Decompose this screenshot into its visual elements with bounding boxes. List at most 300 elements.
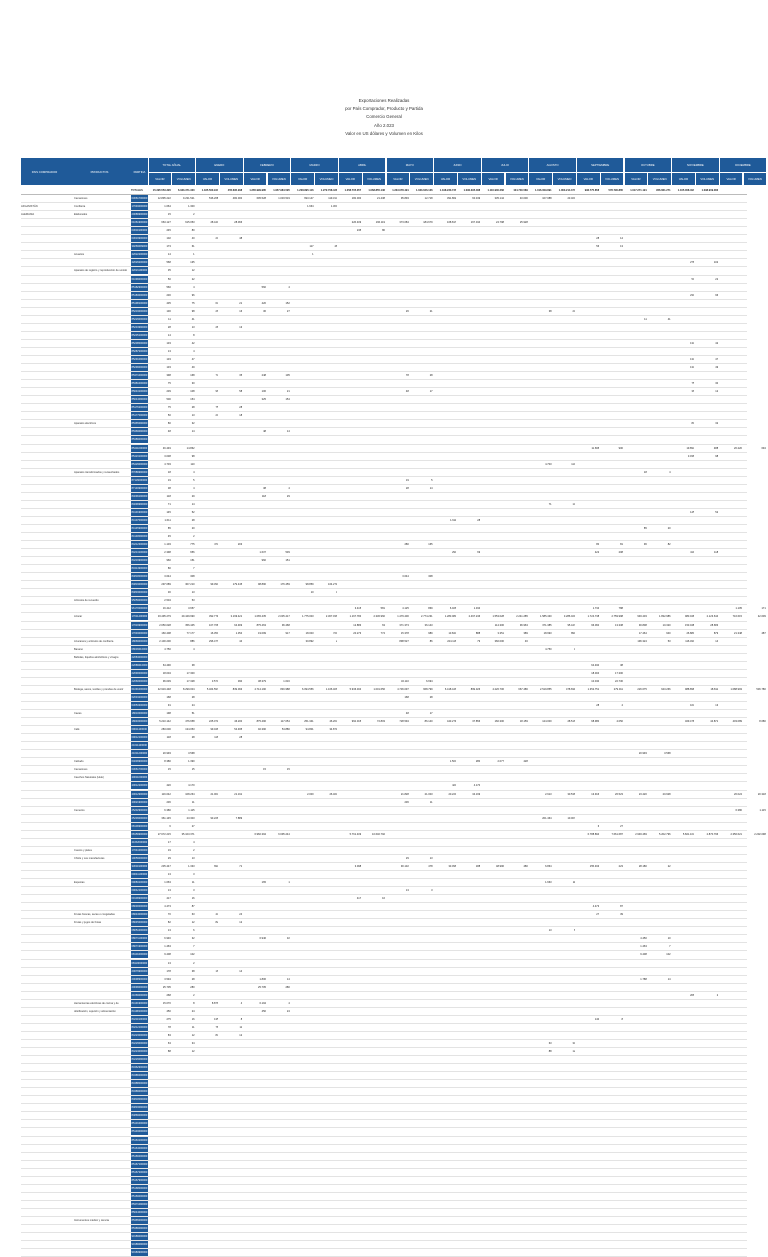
cell-value: 77.177 (186, 631, 195, 635)
table-row (21, 1104, 747, 1112)
cell-value: 95.893 (400, 197, 409, 201)
cell-value: 119.313 (328, 197, 338, 201)
cell-value: 50 (167, 277, 171, 281)
cell-value: 107.088 (542, 197, 552, 201)
cell-value: 80 (191, 229, 195, 233)
report-titles (0, 97, 768, 138)
cell-value: 93.228 (210, 816, 219, 820)
cell-value: 1.663 (545, 881, 552, 885)
cell-value: 28 (405, 486, 409, 490)
cell-value: 899.326 (470, 687, 481, 691)
cell-value: 6.694 (426, 679, 433, 683)
partida-code: 17011400000 (131, 615, 148, 619)
cell-value: 50 (167, 414, 171, 418)
cell-value: 35 (239, 374, 243, 378)
partida-code: 85381000000 (131, 382, 148, 386)
cell-value: 4.473 (592, 905, 600, 909)
table-row (21, 453, 747, 461)
partida-code: 33011900000 (131, 864, 148, 868)
cell-value: 154 (285, 398, 290, 402)
cell-value: 360.000 (494, 639, 504, 643)
cell-value: 1.463 (164, 945, 171, 949)
total-value: 1.016.009.891 (535, 189, 552, 192)
cell-value: 3.657 (188, 607, 195, 611)
header-valor: VALOR (625, 173, 648, 185)
partida-code: 85043100000 (131, 390, 148, 394)
cell-value: 91 (167, 704, 171, 707)
cell-value: 56 (596, 245, 600, 249)
cell-value: 124.000 (542, 720, 552, 724)
cell-value: 19 (405, 478, 409, 482)
cell-value: 392.774 (209, 615, 219, 619)
partida-code: 68159900000 (131, 832, 148, 836)
cell-value: 18 (167, 470, 171, 474)
table-row (21, 1137, 747, 1145)
partida-code: 09042100000 (131, 889, 148, 893)
cell-value: 10 (667, 937, 671, 941)
cell-value: 728.594 (399, 720, 409, 724)
total-value: 455.695.298 (227, 189, 243, 192)
cell-value: 163 (690, 704, 695, 707)
cell-value: 75 (215, 406, 219, 410)
table-row (21, 316, 747, 324)
cell-value: 2.123.644 (706, 615, 719, 619)
cell-value: 361.145 (161, 816, 171, 820)
cell-value: 6.094.556 (302, 687, 314, 691)
partida-code: 85149000000 (131, 1130, 148, 1134)
cell-value: 34 (191, 1041, 195, 1045)
cell-value: 886 (190, 639, 195, 643)
cell-value: 14 (239, 969, 243, 973)
product-label: Camarones (74, 197, 88, 201)
table-row (21, 1064, 747, 1072)
cell-value: 173 (166, 245, 171, 249)
cell-value: 24.798 (496, 221, 504, 225)
cell-value: 14 (191, 430, 195, 434)
partida-code: 17019900000 (131, 623, 148, 627)
cell-value: 27 (191, 824, 195, 828)
cell-value: 12 (191, 1033, 195, 1037)
table-row (21, 984, 747, 992)
table-row (21, 565, 747, 573)
cell-value: 1.463 (640, 945, 647, 949)
cell-value: 4 (335, 591, 338, 595)
partida-code: 90183900000 (131, 1251, 148, 1255)
table-row (21, 1177, 747, 1185)
cell-value: 20.928 (662, 792, 671, 796)
cell-value: 88 (167, 1050, 171, 1054)
cell-value: 10.040 (591, 679, 600, 683)
cell-value: 30.892 (305, 639, 314, 643)
header-valor: VALOR (482, 173, 505, 185)
cell-value: 14 (667, 977, 671, 981)
cell-value: 13 (191, 325, 195, 329)
cell-value: 15 (191, 768, 195, 772)
cell-value: 82 (167, 921, 171, 925)
cell-value: 14 (286, 430, 290, 434)
cell-value: 1.832.986 (659, 615, 671, 619)
table-row (21, 259, 747, 267)
cell-value: 25.705 (162, 985, 171, 989)
cell-value: 3.286.029 (563, 615, 576, 619)
table-row (21, 308, 747, 316)
header-valor: VALOR (149, 173, 172, 185)
table-row (21, 1048, 747, 1056)
cell-value: 96.039 (162, 679, 171, 683)
cell-value: 8.380 (164, 760, 171, 764)
header-month: FEBRERO (244, 158, 291, 172)
header-volumen: VOLUMEN (458, 173, 481, 185)
cell-value: 46.449 (162, 446, 171, 450)
partida-code: 17049000000 (131, 631, 148, 635)
partida-code: 08039010000 (131, 647, 148, 651)
cell-value: 18.993 (543, 631, 552, 635)
cell-value: 28.066 (234, 221, 243, 225)
partida-code: 84198100000 (131, 1009, 148, 1013)
cell-value: 22.730 (615, 679, 623, 683)
partida-code: 84212300000 (131, 543, 148, 547)
cell-value: 4 (193, 470, 195, 474)
cell-value: 134.053 (185, 728, 195, 732)
cell-value: 176.459 (280, 583, 290, 587)
cell-value: 663.127 (161, 221, 171, 225)
cell-value: 560 (166, 285, 171, 289)
cell-value: 165 (428, 543, 433, 547)
cell-value: 27 (286, 309, 290, 313)
partida-code: 17041000000 (131, 848, 148, 852)
total-value: 6.333.371.320 (178, 189, 195, 192)
partida-code: 22090000000 (131, 671, 148, 675)
cell-value: 17 (167, 840, 171, 844)
partida-code: 84819000000 (131, 583, 148, 587)
cell-value: 15 (167, 213, 171, 217)
cell-value: 22 (715, 277, 719, 281)
partida-code: 84818090000 (131, 1098, 148, 1102)
cell-value: 17.300 (615, 671, 623, 675)
cell-value: 1.088.993 (730, 687, 742, 691)
cell-value: 96 (643, 543, 647, 547)
table-row (21, 549, 747, 557)
cell-value: 28 (191, 406, 195, 410)
cell-value: 29 (167, 856, 171, 860)
cell-value: 102 (166, 237, 171, 241)
cell-value: 28 (191, 736, 195, 740)
header-pais: PAIS COMPRADOR (21, 158, 68, 185)
table-row (21, 1153, 747, 1161)
partida-code: 90189000000 (131, 1235, 148, 1239)
partida-code: 64039900000 (131, 760, 148, 764)
header-month: AGOSTO (529, 158, 576, 172)
cell-value: 280 (285, 985, 290, 989)
partida-code: 21011200000 (131, 752, 148, 756)
cell-value: 20.993 (162, 752, 171, 756)
cell-value: 12.718 (424, 197, 433, 201)
cell-value: 536.268 (209, 197, 219, 201)
cell-value: 248 (261, 374, 266, 378)
cell-value: 2.913 (545, 792, 552, 796)
partida-code: 84869000000 (131, 1114, 148, 1118)
cell-value: 4 (288, 486, 290, 490)
partida-code: 40021900000 (131, 800, 148, 804)
partida-code: 85235100000 (131, 333, 148, 337)
cell-value: 11 (191, 881, 195, 885)
cell-value: 20.318 (757, 792, 766, 796)
cell-value: 335.144 (494, 197, 504, 201)
partida-code: 84211900000 (131, 1017, 148, 1021)
cell-value: 54.880 (281, 728, 290, 732)
table-row (21, 750, 747, 758)
cell-value: 167.044 (470, 221, 481, 225)
cell-value: 26 (215, 309, 219, 313)
table-row (21, 1112, 747, 1120)
cell-value: 4.473 (164, 905, 171, 909)
cell-value: 117.054 (280, 720, 290, 724)
cell-value: 615.053 (185, 221, 195, 225)
cell-value: 28.440 (210, 221, 219, 225)
table-row (21, 1233, 747, 1241)
cell-value: 4 (621, 704, 623, 707)
cell-value: 33.098 (448, 864, 457, 868)
partida-code: 84833000000 (131, 591, 148, 595)
cell-value: 152 (285, 301, 290, 305)
cell-value: 47 (191, 357, 195, 361)
partida-code: 85044090000 (131, 398, 148, 402)
cell-value: 19.099 (258, 631, 266, 635)
cell-value: 17 (429, 712, 433, 716)
cell-value: 80 (167, 422, 171, 426)
total-value: 1.116.930.266 (487, 189, 504, 192)
cell-value: 41 (667, 317, 671, 321)
cell-value: 48 (167, 430, 171, 434)
total-value: 104.730.589 (513, 189, 528, 192)
cell-value: 4.703 (164, 462, 171, 466)
header-month: ABRIL (339, 158, 386, 172)
table-row (21, 951, 747, 959)
cell-value: 1.611 (164, 518, 171, 522)
cell-value: 2.336.960 (373, 615, 385, 619)
cell-value: 201.464 (542, 816, 552, 820)
table-row (21, 428, 747, 436)
report-title-3: Comercio General (366, 114, 402, 120)
cell-value: 788 (618, 607, 623, 611)
cell-value: 23.400 (567, 197, 576, 201)
total-value: 1.098.909.083 (701, 189, 719, 192)
table-row (21, 1056, 747, 1064)
partida-code: 09109900000 (131, 897, 148, 901)
table-row (21, 469, 747, 477)
cell-value: 251.341 (304, 720, 314, 724)
cell-value: 4.714.190 (254, 687, 266, 691)
cell-value: 166.119 (375, 221, 385, 225)
table-row (21, 855, 747, 863)
cell-value: 1.637 (259, 551, 266, 555)
cell-value: 391.862 (447, 197, 457, 201)
cell-value: 720 (333, 631, 338, 635)
total-value: 578.790.865 (608, 189, 623, 192)
cell-value: 145 (166, 510, 171, 514)
cell-value: 1.333 (188, 864, 195, 868)
partida-code: 84818000000 (131, 575, 148, 579)
cell-value: 3 (193, 889, 195, 893)
table-row (21, 968, 747, 976)
partida-code: 96170000000 (131, 607, 148, 611)
table-row (21, 1016, 747, 1024)
table-row (21, 436, 747, 444)
cell-value: 7 (669, 945, 671, 949)
cell-value: 179.445 (232, 583, 243, 587)
cell-value: 13.338 (615, 623, 623, 627)
cell-value: 390 (237, 679, 243, 683)
cell-value: 60.349 (472, 197, 481, 201)
cell-value: 4 (193, 285, 195, 289)
table-row (21, 960, 747, 968)
cell-value: 3.644 (402, 575, 409, 579)
table-row (21, 654, 747, 662)
partida-code: 85131000000 (131, 1122, 148, 1126)
cell-value: 188 (475, 864, 481, 868)
cell-value: 87 (191, 905, 195, 909)
partida-code: 87116000000 (131, 478, 148, 482)
cell-value: 2.519.855 (540, 687, 552, 691)
header-valor: VALOR (196, 173, 219, 185)
table-row (21, 791, 766, 799)
cell-value: 63 (191, 913, 195, 917)
cell-value: 4 (193, 840, 195, 844)
table-row (21, 710, 747, 718)
cell-value: 5.936.304 (349, 687, 362, 691)
cell-value: 64.490 (162, 663, 171, 667)
cell-value: 29 (191, 494, 195, 498)
table-row (21, 943, 747, 951)
cell-value: 17.464 (638, 631, 647, 635)
total-value: 1.258.705.057 (344, 189, 362, 192)
cell-value: 13 (167, 929, 171, 933)
cell-value: 15 (167, 768, 171, 772)
cell-value: 18.004 (162, 671, 171, 675)
table-row (21, 807, 766, 815)
cell-value: 78 (215, 1025, 219, 1029)
table-row (21, 1249, 747, 1257)
cell-value: 72.803 (377, 720, 385, 724)
cell-value: 693.147 (304, 197, 314, 201)
cell-value: 1.664 (164, 205, 171, 209)
cell-value: 17.300 (186, 671, 195, 675)
cell-value: 80 (596, 543, 600, 547)
header-valor: VALOR (434, 173, 457, 185)
partida-code: 85183000000 (131, 293, 148, 297)
cell-value: 11 (239, 1025, 243, 1029)
partida-code: 84145900000 (131, 526, 148, 530)
cell-value: 12.883 (353, 623, 362, 627)
cell-value: 3.199.421 (230, 615, 243, 619)
report-title-5: Valor en US dólares y Volumen en Kilos (345, 130, 423, 136)
partida-code: 08101000000 (131, 953, 148, 957)
cell-value: 85 (167, 526, 171, 530)
cell-value: 108.264 (185, 792, 195, 796)
cell-value: 879 (713, 631, 719, 635)
cell-value: 1.352.751 (587, 687, 600, 691)
cell-value: 296.477 (209, 639, 219, 643)
partida-code: 95059000000 (131, 599, 148, 603)
cell-value: 28 (167, 325, 171, 329)
table-row (21, 782, 747, 790)
cell-value: 16.412 (162, 607, 171, 611)
partida-code: 19059000000 (131, 856, 148, 860)
cell-value: 51 (191, 712, 195, 716)
cell-value: 21.348 (734, 631, 742, 635)
cell-value: 473 (214, 543, 219, 547)
cell-value: 13 (191, 591, 195, 595)
partida-code: 85167900000 (131, 1178, 148, 1182)
header-valor: VALOR (672, 173, 695, 185)
table-row (21, 388, 747, 396)
cell-value: 1.616 (283, 679, 290, 683)
cell-value: 279.011 (613, 687, 623, 691)
cell-value: 50 (691, 277, 695, 281)
cell-value: 36 (691, 390, 695, 394)
cell-value: 48 (405, 712, 409, 716)
cell-value: 5.761.409 (349, 832, 362, 836)
cell-value: 96 (215, 390, 219, 394)
cell-value: 40 (191, 237, 195, 241)
cell-value: 79 (477, 639, 481, 643)
cell-value: 13 (620, 245, 623, 249)
cell-value: 145 (690, 510, 695, 514)
header-month: JULIO (482, 158, 529, 172)
cell-value: 28 (429, 374, 433, 378)
cell-value: 20.273 (353, 631, 362, 635)
header-valor: VALOR (720, 173, 743, 185)
table-row (21, 742, 747, 750)
cell-value: 14 (572, 502, 576, 506)
cell-value: 20.993 (638, 752, 647, 756)
header-volumen: VOLUMEN (363, 173, 386, 185)
cell-value: 5 (431, 478, 433, 482)
cell-value: 4 (573, 647, 576, 651)
partida-code: 85166000000 (131, 1154, 148, 1158)
cell-value: 900 (618, 446, 623, 450)
cell-value: 24 (191, 704, 195, 707)
cell-value: 6.960.394 (254, 832, 266, 836)
cell-value: 21 (429, 309, 433, 313)
cell-value: 44.871 (710, 720, 719, 724)
cell-value: 12 (239, 1033, 243, 1037)
table-row (21, 718, 766, 726)
table-row (21, 356, 747, 364)
table-row (21, 1024, 747, 1032)
cell-value: 5.464.597 (206, 687, 219, 691)
cell-value: 5.202.796 (659, 832, 671, 836)
partida-code: 85371090000 (131, 1202, 148, 1206)
partida-code: 08119000000 (131, 961, 148, 965)
partida-code: 85365090000 (131, 422, 148, 426)
partida-code: 41152000000 (131, 840, 148, 844)
cell-value: 2.650.028 (159, 623, 171, 627)
table-row (21, 911, 747, 919)
cell-value: 4.750 (545, 647, 552, 651)
cell-value: 417 (166, 897, 171, 901)
cell-value: 230 (166, 293, 171, 297)
cell-value: 18 (643, 470, 647, 474)
cell-value: 962.015 (351, 720, 362, 724)
cell-value: 118 (166, 494, 171, 498)
table-row (21, 646, 747, 654)
cell-value: 45 (167, 535, 171, 539)
table-row (21, 533, 747, 541)
cell-value: 280 (404, 543, 409, 547)
cell-value: 27 (620, 824, 623, 828)
partida-code: 25232900000 (131, 808, 148, 812)
